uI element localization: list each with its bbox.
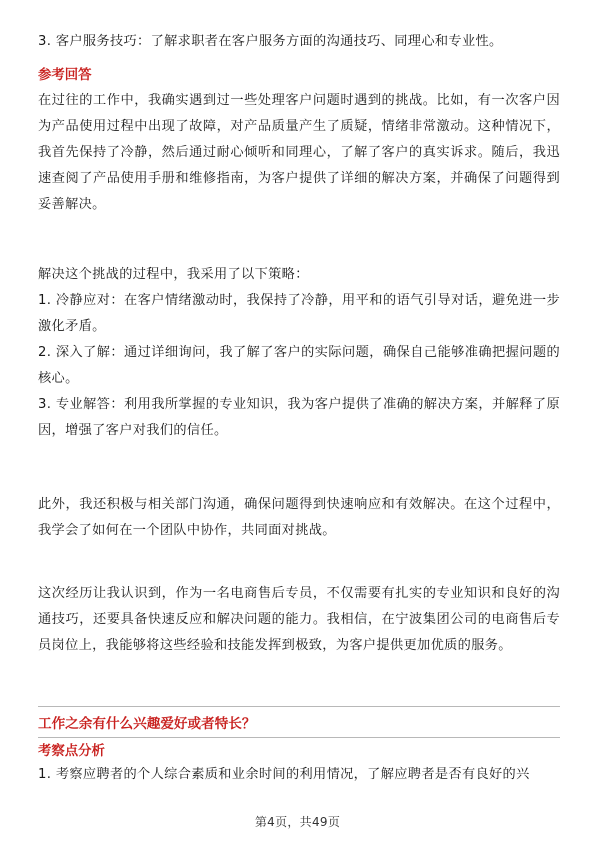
answer-paragraph-1: 在过往的工作中，我确实遇到过一些处理客户问题时遇到的挑战。比如，有一次客户因为产品使用过程中出现了故障，对产品质量产生了质疑，情绪非常激动。这种情况下，我首先保持了冷静，然后通过耐心倾听和同理心，了解了客户的真实诉求。随后，我迅速查阅了产品使用手册和维修指南，为客户提供了详细的解决方案，并确保了问题得到妥善解决。 xyxy=(38,93,560,212)
question-item-3: 3. 客户服务技巧：了解求职者在客户服务方面的沟通技巧、同理心和专业性。 xyxy=(38,34,503,49)
answer-paragraph-3: 此外，我还积极与相关部门沟通，确保问题得到快速响应和有效解决。在这个过程中，我学会了如何在一个团队中协作，共同面对挑战。 xyxy=(38,497,560,538)
section-divider-top xyxy=(38,706,560,707)
strategy-item-1: 1. 冷静应对：在客户情绪激动时，我保持了冷静，用平和的语气引导对话，避免进一步激化矛盾。 xyxy=(38,293,560,334)
analysis-item-1: 1. 考察应聘者的个人综合素质和业余时间的利用情况，了解应聘者是否有良好的兴 xyxy=(38,767,530,782)
next-question-title: 工作之余有什么兴趣爱好或者特长？ xyxy=(38,716,256,732)
answer-paragraph-4: 这次经历让我认识到，作为一名电商售后专员，不仅需要有扎实的专业知识和良好的沟通技巧，还要具备快速反应和解决问题的能力。我相信，在宁波集团公司的电商售后专员岗位上，我能够将这些经验和技能发挥到极致，为客户提供更加优质的服务。 xyxy=(38,586,560,653)
strategy-item-3: 3. 专业解答：利用我所掌握的专业知识，我为客户提供了准确的解决方案，并解释了原因，增强了客户对我们的信任。 xyxy=(38,397,560,438)
strategy-intro: 解决这个挑战的过程中，我采用了以下策略： xyxy=(38,267,309,282)
analysis-heading: 考察点分析 xyxy=(38,744,105,759)
answer-heading: 参考回答 xyxy=(38,68,92,83)
page-number: 第4页，共49页 xyxy=(254,815,341,829)
section-divider-bottom xyxy=(38,737,560,738)
strategy-item-2: 2. 深入了解：通过详细询问，我了解了客户的实际问题，确保自己能够准确把握问题的核心。 xyxy=(38,345,560,386)
